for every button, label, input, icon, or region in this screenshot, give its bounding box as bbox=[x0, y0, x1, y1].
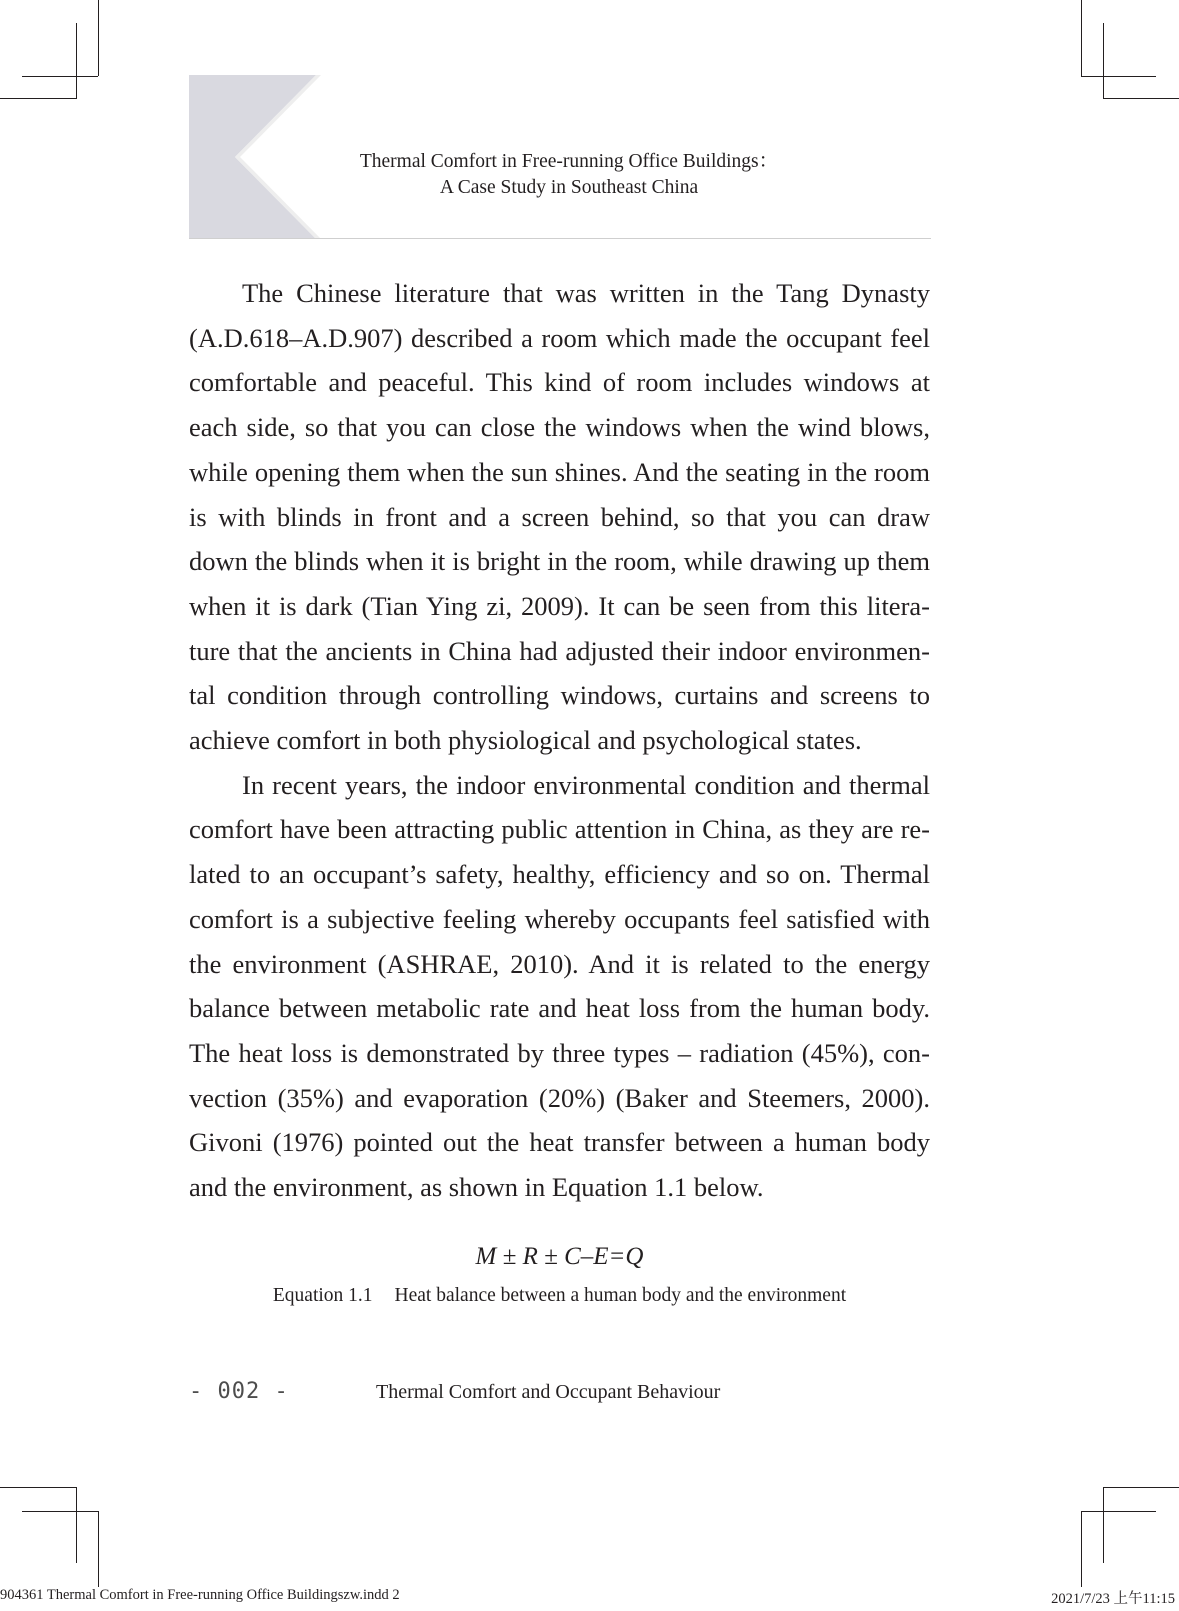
equation-caption-number: Equation 1.1 bbox=[272, 1285, 373, 1306]
crop-mark bbox=[1104, 98, 1179, 99]
body-text bbox=[189, 271, 930, 1210]
crop-mark bbox=[76, 23, 77, 99]
slug-file-info: 904361 Thermal Comfort in Free-running Office Buildingszw.indd 2 bbox=[0, 1587, 400, 1603]
running-header bbox=[189, 75, 931, 239]
crop-mark bbox=[98, 1511, 99, 1587]
crop-mark bbox=[0, 98, 76, 99]
crop-mark bbox=[22, 76, 98, 77]
header-title-line1: Thermal Comfort in Free-running Office Buildings： bbox=[359, 151, 779, 172]
header-title-line2: A Case Study in Southeast China bbox=[439, 177, 699, 198]
header-title bbox=[289, 149, 849, 201]
crop-mark bbox=[1081, 1511, 1082, 1587]
slug-timestamp: 2021/7/23 上午11:15 bbox=[1051, 1591, 1175, 1607]
crop-mark bbox=[0, 1487, 76, 1488]
crop-mark bbox=[98, 0, 99, 76]
crop-mark bbox=[1081, 1511, 1156, 1512]
paragraph: The Chinese literature that was written in the Tang Dynasty (A.D.618–A.D.907) described a room which made the occupant feel comfortable and peaceful. This kind of room includes windows at each side, so that you can close the windows when the wind blows, while opening them when the sun shines. And the seating in the room is with blinds in front and a screen behind, so that you can draw down the blinds when it is bright in the room, while drawing up them when it is dark (Tian Ying zi, 2009). It can be seen from this literature that the ancients in China had adjusted their indoor environmental condition through controlling windows, curtains and screens to achieve comfort in both physiological and psychological states. bbox=[189, 278, 930, 756]
crop-mark bbox=[1103, 1487, 1104, 1563]
crop-mark bbox=[1081, 76, 1156, 77]
footer-book-title: Thermal Comfort and Occupant Behaviour bbox=[376, 1381, 721, 1403]
crop-mark bbox=[1081, 0, 1082, 76]
equation-caption bbox=[189, 1285, 930, 1307]
crop-mark bbox=[76, 1487, 77, 1563]
equation-formula: M ± R ± C–E=Q bbox=[475, 1243, 644, 1270]
header-divider bbox=[189, 238, 931, 239]
crop-mark bbox=[22, 1511, 98, 1512]
crop-mark bbox=[1104, 1487, 1179, 1488]
page-number: - 002 - bbox=[189, 1379, 289, 1404]
crop-mark bbox=[1103, 23, 1104, 99]
equation-caption-text: Heat balance between a human body and the environment bbox=[394, 1285, 847, 1306]
paragraph: In recent years, the indoor environmental condition and thermal comfort have been attracting public attention in China, as they are related to an occupant’s safety, healthy, efficiency and so on. Thermal comfort is a subjective feeling whereby occupants feel satisfied with the environment (ASHRAE, 2010). And it is related to the energy balance between metabolic rate and heat loss from the human body. The heat loss is demonstrated by three types – radiation (45%), convection (35%) and evaporation (20%) (Baker and Steemers, 2000). Givoni (1976) pointed out the heat transfer between a human body and the environment, as shown in Equation 1.1 below. bbox=[189, 769, 930, 1203]
